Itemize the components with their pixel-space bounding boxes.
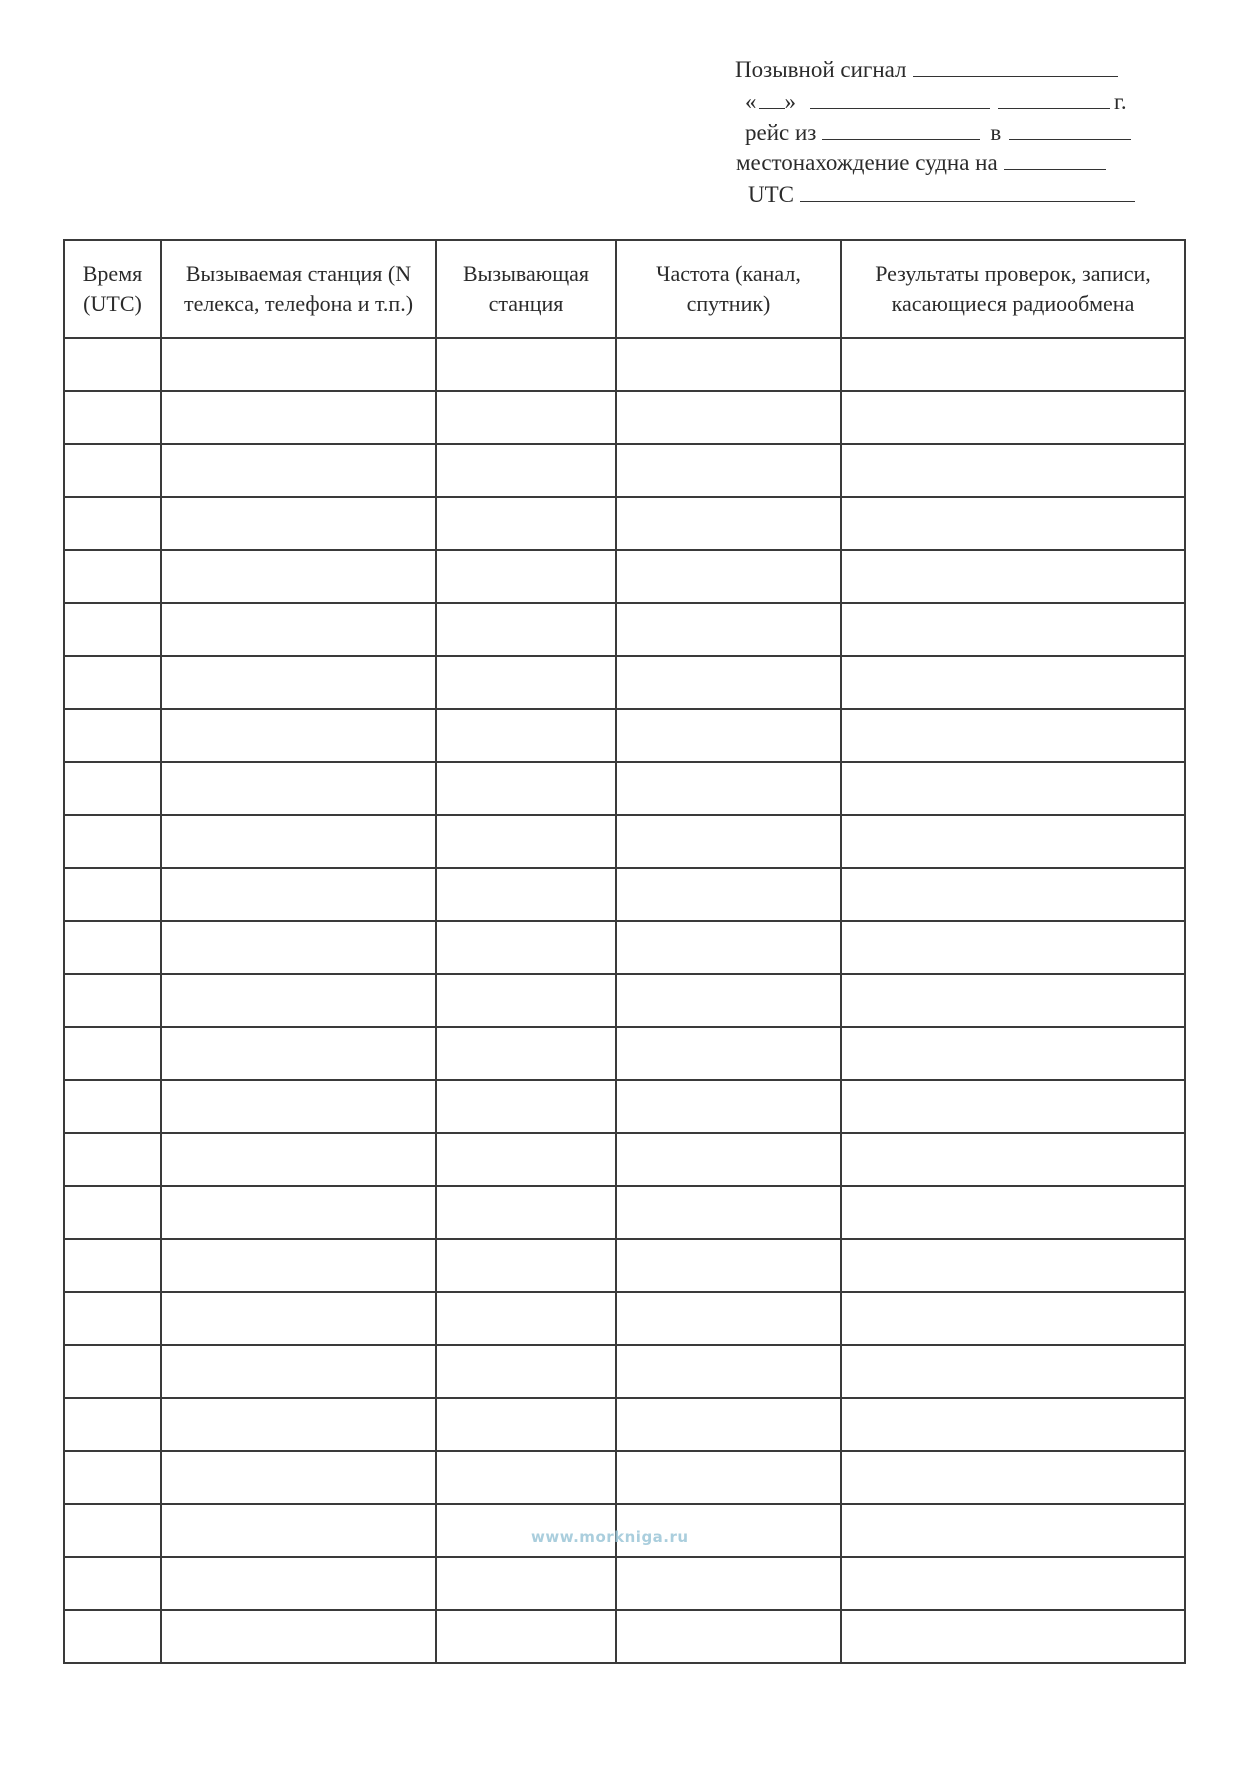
table-row bbox=[64, 709, 1185, 762]
cell-results[interactable] bbox=[841, 1239, 1185, 1292]
cell-calling-station[interactable] bbox=[436, 550, 616, 603]
table-row bbox=[64, 1027, 1185, 1080]
cell-results[interactable] bbox=[841, 1292, 1185, 1345]
cell-results[interactable] bbox=[841, 603, 1185, 656]
utc-label: UTC bbox=[748, 182, 794, 207]
table-row bbox=[64, 1186, 1185, 1239]
voyage-to-label: в bbox=[990, 120, 1002, 145]
callsign-line bbox=[735, 54, 1118, 85]
table-row bbox=[64, 603, 1185, 656]
cell-frequency[interactable] bbox=[616, 1239, 841, 1292]
cell-frequency[interactable] bbox=[616, 974, 841, 1027]
cell-calling-station[interactable] bbox=[436, 1027, 616, 1080]
year-suffix: г. bbox=[1114, 89, 1127, 114]
cell-results[interactable] bbox=[841, 762, 1185, 815]
cell-frequency[interactable] bbox=[616, 921, 841, 974]
cell-calling-station[interactable] bbox=[436, 921, 616, 974]
cell-frequency[interactable] bbox=[616, 603, 841, 656]
cell-time[interactable] bbox=[64, 550, 161, 603]
table-row bbox=[64, 1239, 1185, 1292]
cell-calling-station[interactable] bbox=[436, 497, 616, 550]
cell-results[interactable] bbox=[841, 391, 1185, 444]
voyage-from-field[interactable] bbox=[822, 117, 980, 140]
cell-results[interactable] bbox=[841, 1557, 1185, 1610]
cell-called-station[interactable] bbox=[161, 1080, 436, 1133]
cell-time[interactable] bbox=[64, 868, 161, 921]
cell-results[interactable] bbox=[841, 550, 1185, 603]
cell-calling-station[interactable] bbox=[436, 1610, 616, 1663]
cell-calling-station[interactable] bbox=[436, 444, 616, 497]
cell-called-station[interactable] bbox=[161, 603, 436, 656]
cell-time[interactable] bbox=[64, 974, 161, 1027]
table-row bbox=[64, 815, 1185, 868]
cell-frequency[interactable] bbox=[616, 1398, 841, 1451]
cell-results[interactable] bbox=[841, 815, 1185, 868]
column-header-results: Результаты проверок, записи, касающиеся радиообмена bbox=[841, 240, 1185, 338]
cell-results[interactable] bbox=[841, 338, 1185, 391]
table-row bbox=[64, 1080, 1185, 1133]
cell-calling-station[interactable] bbox=[436, 338, 616, 391]
voyage-from-label: рейс из bbox=[745, 120, 817, 145]
cell-called-station[interactable] bbox=[161, 974, 436, 1027]
cell-time[interactable] bbox=[64, 1027, 161, 1080]
cell-called-station[interactable] bbox=[161, 1292, 436, 1345]
cell-called-station[interactable] bbox=[161, 550, 436, 603]
cell-time[interactable] bbox=[64, 1557, 161, 1610]
cell-frequency[interactable] bbox=[616, 709, 841, 762]
voyage-line bbox=[745, 117, 1131, 148]
cell-frequency[interactable] bbox=[616, 1080, 841, 1133]
cell-frequency[interactable] bbox=[616, 1610, 841, 1663]
callsign-label: Позывной сигнал bbox=[735, 57, 907, 82]
column-header-calling-station: Вызывающая станция bbox=[436, 240, 616, 338]
date-line bbox=[745, 86, 1127, 117]
table-row bbox=[64, 497, 1185, 550]
cell-called-station[interactable] bbox=[161, 868, 436, 921]
voyage-to-field[interactable] bbox=[1009, 117, 1131, 140]
cell-results[interactable] bbox=[841, 921, 1185, 974]
cell-results[interactable] bbox=[841, 1451, 1185, 1504]
cell-called-station[interactable] bbox=[161, 762, 436, 815]
cell-calling-station[interactable] bbox=[436, 1133, 616, 1186]
table-row bbox=[64, 444, 1185, 497]
cell-called-station[interactable] bbox=[161, 1239, 436, 1292]
table-row bbox=[64, 1451, 1185, 1504]
cell-calling-station[interactable] bbox=[436, 656, 616, 709]
cell-time[interactable] bbox=[64, 1398, 161, 1451]
cell-time[interactable] bbox=[64, 338, 161, 391]
cell-calling-station[interactable] bbox=[436, 603, 616, 656]
cell-time[interactable] bbox=[64, 1080, 161, 1133]
column-header-called-station: Вызываемая станция (N телекса, телефона и т.п.) bbox=[161, 240, 436, 338]
cell-calling-station[interactable] bbox=[436, 709, 616, 762]
cell-called-station[interactable] bbox=[161, 1027, 436, 1080]
table-row bbox=[64, 921, 1185, 974]
table-body bbox=[64, 338, 1185, 1663]
cell-time[interactable] bbox=[64, 603, 161, 656]
table-row bbox=[64, 868, 1185, 921]
cell-results[interactable] bbox=[841, 497, 1185, 550]
cell-called-station[interactable] bbox=[161, 1345, 436, 1398]
cell-called-station[interactable] bbox=[161, 1557, 436, 1610]
cell-results[interactable] bbox=[841, 1610, 1185, 1663]
table-row bbox=[64, 762, 1185, 815]
cell-called-station[interactable] bbox=[161, 444, 436, 497]
cell-calling-station[interactable] bbox=[436, 1557, 616, 1610]
column-header-frequency: Частота (канал, спутник) bbox=[616, 240, 841, 338]
table-row bbox=[64, 550, 1185, 603]
date-month-field[interactable] bbox=[810, 86, 990, 109]
cell-time[interactable] bbox=[64, 1239, 161, 1292]
cell-results[interactable] bbox=[841, 444, 1185, 497]
cell-time[interactable] bbox=[64, 762, 161, 815]
cell-frequency[interactable] bbox=[616, 1027, 841, 1080]
date-open-quote: « bbox=[745, 89, 757, 114]
callsign-field[interactable] bbox=[913, 54, 1118, 77]
date-close-quote: » bbox=[784, 89, 796, 114]
cell-time[interactable] bbox=[64, 709, 161, 762]
cell-called-station[interactable] bbox=[161, 709, 436, 762]
table-row bbox=[64, 1398, 1185, 1451]
cell-frequency[interactable] bbox=[616, 338, 841, 391]
cell-calling-station[interactable] bbox=[436, 1451, 616, 1504]
cell-results[interactable] bbox=[841, 1345, 1185, 1398]
utc-field[interactable] bbox=[800, 179, 1135, 202]
table-row bbox=[64, 338, 1185, 391]
cell-called-station[interactable] bbox=[161, 1186, 436, 1239]
cell-called-station[interactable] bbox=[161, 1133, 436, 1186]
cell-calling-station[interactable] bbox=[436, 1080, 616, 1133]
cell-frequency[interactable] bbox=[616, 1557, 841, 1610]
cell-frequency[interactable] bbox=[616, 1345, 841, 1398]
table-row bbox=[64, 1133, 1185, 1186]
table-row bbox=[64, 1610, 1185, 1663]
cell-frequency[interactable] bbox=[616, 868, 841, 921]
cell-time[interactable] bbox=[64, 656, 161, 709]
cell-calling-station[interactable] bbox=[436, 1345, 616, 1398]
cell-results[interactable] bbox=[841, 1080, 1185, 1133]
table-row bbox=[64, 656, 1185, 709]
cell-called-station[interactable] bbox=[161, 1451, 436, 1504]
cell-called-station[interactable] bbox=[161, 1610, 436, 1663]
table-row bbox=[64, 1292, 1185, 1345]
cell-time[interactable] bbox=[64, 815, 161, 868]
cell-called-station[interactable] bbox=[161, 921, 436, 974]
cell-frequency[interactable] bbox=[616, 815, 841, 868]
table-row bbox=[64, 1345, 1185, 1398]
cell-time[interactable] bbox=[64, 1610, 161, 1663]
cell-called-station[interactable] bbox=[161, 1398, 436, 1451]
cell-called-station[interactable] bbox=[161, 815, 436, 868]
cell-called-station[interactable] bbox=[161, 391, 436, 444]
cell-results[interactable] bbox=[841, 868, 1185, 921]
cell-calling-station[interactable] bbox=[436, 815, 616, 868]
cell-time[interactable] bbox=[64, 1504, 161, 1557]
cell-frequency[interactable] bbox=[616, 550, 841, 603]
cell-frequency[interactable] bbox=[616, 1292, 841, 1345]
table-header-row bbox=[64, 240, 1185, 338]
cell-time[interactable] bbox=[64, 921, 161, 974]
cell-results[interactable] bbox=[841, 1133, 1185, 1186]
cell-results[interactable] bbox=[841, 974, 1185, 1027]
table-row bbox=[64, 974, 1185, 1027]
cell-time[interactable] bbox=[64, 444, 161, 497]
position-field[interactable] bbox=[1004, 147, 1106, 170]
table-row bbox=[64, 391, 1185, 444]
cell-frequency[interactable] bbox=[616, 656, 841, 709]
cell-called-station[interactable] bbox=[161, 656, 436, 709]
cell-frequency[interactable] bbox=[616, 1133, 841, 1186]
cell-time[interactable] bbox=[64, 1133, 161, 1186]
cell-called-station[interactable] bbox=[161, 338, 436, 391]
cell-calling-station[interactable] bbox=[436, 1239, 616, 1292]
cell-frequency[interactable] bbox=[616, 1186, 841, 1239]
radio-log-table bbox=[63, 239, 1186, 1664]
cell-results[interactable] bbox=[841, 1398, 1185, 1451]
cell-frequency[interactable] bbox=[616, 444, 841, 497]
cell-called-station[interactable] bbox=[161, 497, 436, 550]
cell-results[interactable] bbox=[841, 1504, 1185, 1557]
utc-line bbox=[748, 179, 1135, 210]
date-year-field[interactable] bbox=[998, 86, 1110, 109]
cell-time[interactable] bbox=[64, 1451, 161, 1504]
cell-calling-station[interactable] bbox=[436, 868, 616, 921]
cell-frequency[interactable] bbox=[616, 1451, 841, 1504]
cell-called-station[interactable] bbox=[161, 1504, 436, 1557]
cell-frequency[interactable] bbox=[616, 391, 841, 444]
table-row bbox=[64, 1557, 1185, 1610]
cell-calling-station[interactable] bbox=[436, 1186, 616, 1239]
cell-calling-station[interactable] bbox=[436, 762, 616, 815]
watermark: www.morkniga.ru bbox=[531, 1528, 689, 1546]
cell-results[interactable] bbox=[841, 1027, 1185, 1080]
cell-time[interactable] bbox=[64, 1186, 161, 1239]
cell-time[interactable] bbox=[64, 1345, 161, 1398]
cell-time[interactable] bbox=[64, 391, 161, 444]
cell-time[interactable] bbox=[64, 1292, 161, 1345]
position-label: местонахождение судна на bbox=[736, 150, 998, 175]
cell-results[interactable] bbox=[841, 1186, 1185, 1239]
cell-results[interactable] bbox=[841, 656, 1185, 709]
cell-results[interactable] bbox=[841, 709, 1185, 762]
cell-calling-station[interactable] bbox=[436, 1292, 616, 1345]
position-line bbox=[736, 147, 1106, 178]
cell-calling-station[interactable] bbox=[436, 1398, 616, 1451]
column-header-time: Время (UTC) bbox=[64, 240, 161, 338]
date-day-field[interactable] bbox=[759, 86, 785, 109]
cell-calling-station[interactable] bbox=[436, 391, 616, 444]
cell-frequency[interactable] bbox=[616, 762, 841, 815]
cell-frequency[interactable] bbox=[616, 497, 841, 550]
cell-time[interactable] bbox=[64, 497, 161, 550]
cell-calling-station[interactable] bbox=[436, 974, 616, 1027]
